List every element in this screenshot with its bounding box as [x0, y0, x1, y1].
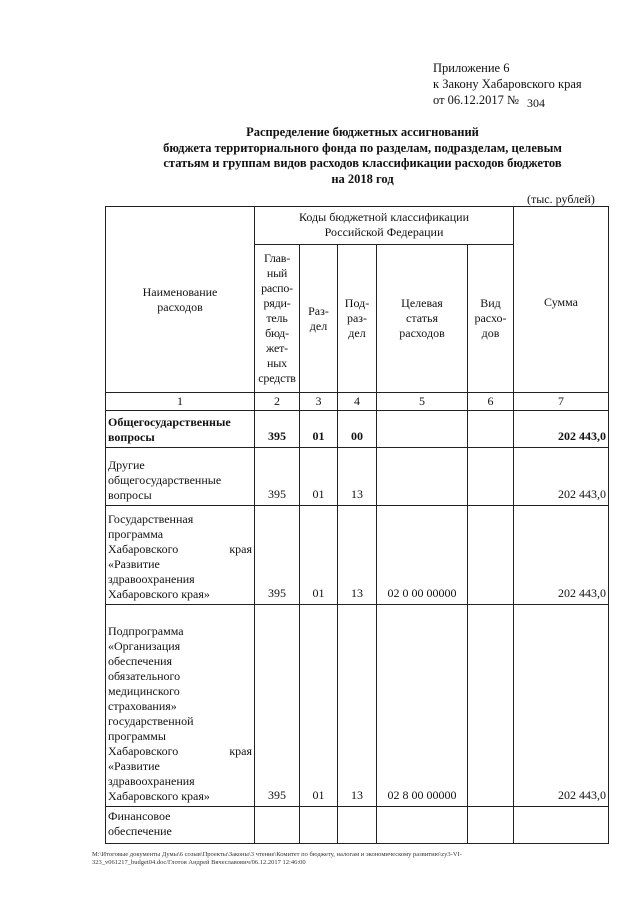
title-line-3: статьям и группам видов расходов классификации расходов бюджетов: [163, 156, 562, 170]
row-name: Финансовое обеспечение: [106, 807, 255, 844]
row-sum: 202 443,0: [514, 506, 609, 605]
row-vid: [468, 448, 514, 506]
row-glava: 395: [255, 506, 300, 605]
footer-line-2: 323_v061217_budget04.doc/Глотов Андрей Вячеславович/06.12.2017 12:46:00: [92, 859, 306, 866]
row-podrazdel: 13: [338, 605, 377, 807]
header-sum: Сумма: [514, 207, 609, 393]
title-line-1: Распределение бюджетных ассигнований: [246, 125, 479, 139]
row-name: Общегосударственные вопросы: [106, 411, 255, 448]
table-row: [106, 605, 609, 807]
table-row: [106, 448, 609, 506]
row-vid: [468, 605, 514, 807]
row-razdel: 01: [300, 605, 338, 807]
row-sum: 202 443,0: [514, 411, 609, 448]
row-vid: [468, 411, 514, 448]
row-glava: 395: [255, 448, 300, 506]
row-razdel: 01: [300, 411, 338, 448]
appendix-date: от 06.12.2017 №: [433, 93, 519, 107]
title-line-4: на 2018 год: [331, 171, 394, 186]
row-glava: 395: [255, 605, 300, 807]
appendix-line-3: [433, 92, 582, 108]
row-vid: [468, 506, 514, 605]
table-row: [106, 506, 609, 605]
row-razdel: 01: [300, 506, 338, 605]
row-sum: [514, 807, 609, 844]
row-razdel: 01: [300, 448, 338, 506]
row-celevaya: [377, 448, 468, 506]
header-celevaya: Целевая статья расходов: [377, 245, 468, 393]
appendix-line-2: к Закону Хабаровского края: [433, 77, 582, 91]
row-celevaya: 02 8 00 00000: [377, 605, 468, 807]
file-path-footer: [92, 851, 462, 867]
appendix-number: 304: [526, 96, 545, 110]
row-glava: 395: [255, 411, 300, 448]
footer-line-1: M:\Итоговые документы Думы\6 созыв\Проекты\Законы\3 чтение\Комитет по бюджету, налогам и экономическому развитию\zy3-VI-: [92, 851, 462, 858]
appendix-block: [433, 60, 582, 108]
appendix-line-1: Приложение 6: [433, 61, 510, 75]
row-name: Подпрограмма «Организация обеспечения обязательного медицинского страхования» государственной программы Хабаровского края «Развитие здравоохранения Хабаровского края»: [106, 605, 255, 807]
row-sum: 202 443,0: [514, 448, 609, 506]
row-podrazdel: 13: [338, 506, 377, 605]
header-glava: Глав- ный распо- ряди- тель бюд- жет- ных средств: [255, 245, 300, 393]
index-cell: 4: [338, 393, 377, 411]
table-row: [106, 807, 609, 844]
row-celevaya: [377, 411, 468, 448]
row-name: Другие общегосударственные вопросы: [106, 448, 255, 506]
row-sum: 202 443,0: [514, 605, 609, 807]
index-cell: 2: [255, 393, 300, 411]
row-podrazdel: 00: [338, 411, 377, 448]
document-title: [100, 125, 625, 187]
row-podrazdel: [338, 807, 377, 844]
column-index-row: [106, 393, 609, 411]
row-razdel: [300, 807, 338, 844]
title-line-2: бюджета территориального фонда по разделам, подразделам, целевым: [163, 140, 562, 155]
row-podrazdel: 13: [338, 448, 377, 506]
header-vid: Вид расхо- дов: [468, 245, 514, 393]
budget-table: [105, 206, 609, 844]
row-vid: [468, 807, 514, 844]
index-cell: 7: [514, 393, 609, 411]
index-cell: 3: [300, 393, 338, 411]
index-cell: 5: [377, 393, 468, 411]
header-podrazdel: Под- раз- дел: [338, 245, 377, 393]
table-row: [106, 411, 609, 448]
header-name: Наименование расходов: [106, 207, 255, 393]
row-glava: [255, 807, 300, 844]
header-razdel: Раз- дел: [300, 245, 338, 393]
row-celevaya: [377, 807, 468, 844]
header-codes: Коды бюджетной классификации Российской Федерации: [255, 207, 514, 245]
index-cell: 6: [468, 393, 514, 411]
row-celevaya: 02 0 00 00000: [377, 506, 468, 605]
index-cell: 1: [106, 393, 255, 411]
units-label: (тыс. рублей): [527, 192, 595, 206]
row-name: Государственная программа Хабаровского края «Развитие здравоохранения Хабаровского края»: [106, 506, 255, 605]
